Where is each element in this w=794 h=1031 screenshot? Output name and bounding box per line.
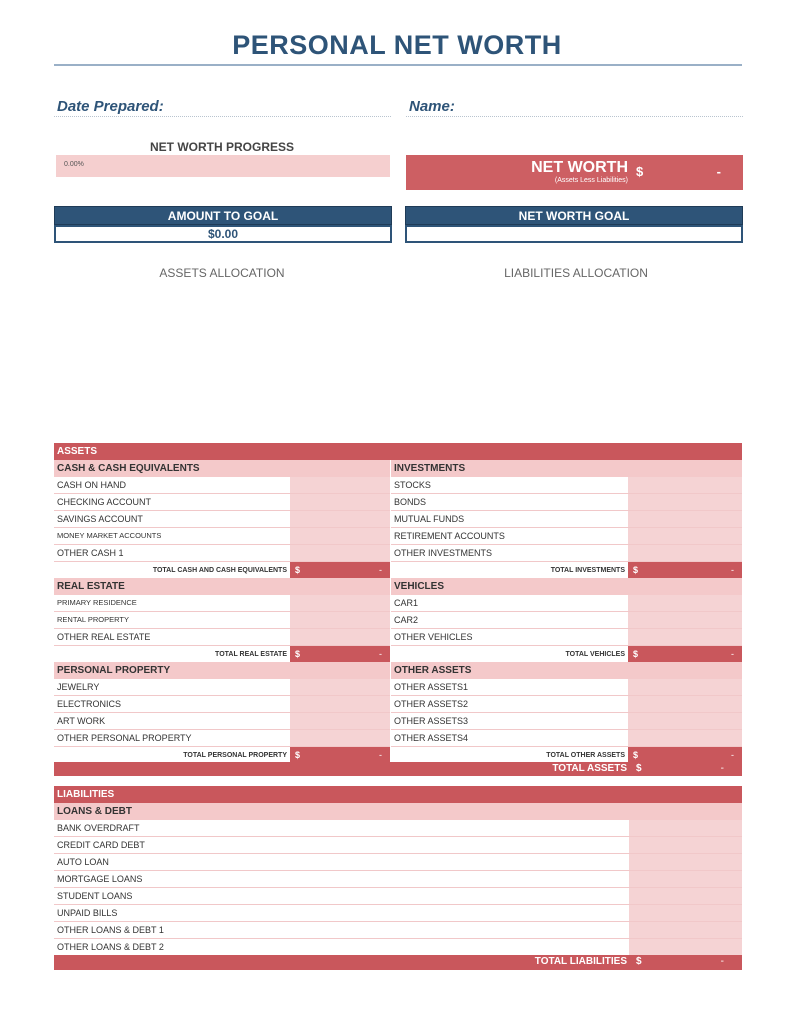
amount-input[interactable] [290, 612, 390, 628]
amount-input[interactable] [628, 696, 742, 712]
name-field[interactable] [406, 116, 743, 117]
amount-input[interactable] [290, 477, 390, 493]
asset-row [391, 696, 742, 713]
row-label: CHECKING ACCOUNT [54, 494, 290, 510]
row-label: OTHER LOANS & DEBT 1 [54, 922, 629, 938]
row-label: CAR1 [391, 595, 628, 611]
assets-other-assets-header: OTHER ASSETS [391, 662, 742, 679]
amount-input[interactable] [629, 871, 742, 887]
total-label: TOTAL VEHICLES [391, 646, 628, 663]
row-label: BONDS [391, 494, 628, 510]
total-liabilities-row [54, 955, 742, 970]
amount-input[interactable] [290, 679, 390, 695]
net-worth-progress-label: NET WORTH PROGRESS [149, 140, 294, 154]
amount-input[interactable] [290, 511, 390, 527]
total-assets-value: - [720, 763, 724, 774]
total-label: TOTAL CASH AND CASH EQUIVALENTS [54, 562, 290, 579]
amount-input[interactable] [628, 612, 742, 628]
liability-row [54, 939, 742, 956]
net-worth-currency: $ [636, 164, 644, 179]
total-currency: $ [633, 649, 639, 659]
amount-input[interactable] [290, 595, 390, 611]
amount-to-goal-value: $0.00 [54, 225, 392, 243]
net-worth-goal-input[interactable] [405, 225, 743, 243]
row-label: ELECTRONICS [54, 696, 290, 712]
row-label: STUDENT LOANS [54, 888, 629, 904]
liability-row [54, 922, 742, 939]
amount-input[interactable] [628, 545, 742, 561]
row-label: RETIREMENT ACCOUNTS [391, 528, 628, 544]
asset-row [54, 713, 390, 730]
amount-input[interactable] [628, 713, 742, 729]
row-label: OTHER ASSETS1 [391, 679, 628, 695]
total-label: TOTAL INVESTMENTS [391, 562, 628, 579]
net-worth-sublabel: (Assets Less Liabilities) [554, 177, 628, 184]
amount-input[interactable] [628, 477, 742, 493]
liability-row [54, 820, 742, 837]
total-amount: - [379, 649, 382, 659]
liability-row [54, 888, 742, 905]
amount-input[interactable] [290, 528, 390, 544]
assets-vehicles-header: VEHICLES [391, 578, 742, 595]
liabilities-header: LIABILITIES [54, 786, 742, 803]
row-label: OTHER INVESTMENTS [391, 545, 628, 561]
asset-row [391, 545, 742, 562]
total-label: TOTAL REAL ESTATE [54, 646, 290, 663]
progress-percent: 0.00% [64, 161, 84, 168]
amount-input[interactable] [290, 696, 390, 712]
row-label: ART WORK [54, 713, 290, 729]
total-value [290, 646, 390, 663]
total-amount: - [731, 649, 734, 659]
total-liabilities-label: TOTAL LIABILITIES [534, 956, 627, 967]
amount-to-goal-label: AMOUNT TO GOAL [54, 206, 392, 225]
row-label: OTHER VEHICLES [391, 629, 628, 645]
liability-row [54, 871, 742, 888]
asset-row [391, 477, 742, 494]
asset-row [391, 528, 742, 545]
asset-row [54, 629, 390, 646]
assets-vehicles-total-row [391, 646, 742, 663]
amount-input[interactable] [629, 820, 742, 836]
amount-input[interactable] [628, 494, 742, 510]
row-label: PRIMARY RESIDENCE [54, 595, 290, 611]
total-currency: $ [295, 750, 301, 760]
amount-input[interactable] [629, 837, 742, 853]
total-label: TOTAL PERSONAL PROPERTY [54, 747, 290, 764]
total-currency: $ [633, 750, 639, 760]
total-liabilities-currency: $ [636, 956, 642, 967]
amount-input[interactable] [629, 922, 742, 938]
row-label: CREDIT CARD DEBT [54, 837, 629, 853]
row-label: AUTO LOAN [54, 854, 629, 870]
row-label: OTHER CASH 1 [54, 545, 290, 561]
row-label: JEWELRY [54, 679, 290, 695]
assets-header: ASSETS [54, 443, 742, 460]
name-label: Name: [409, 98, 455, 115]
asset-row [54, 494, 390, 511]
amount-input[interactable] [290, 713, 390, 729]
total-assets-currency: $ [636, 763, 642, 774]
row-label: CASH ON HAND [54, 477, 290, 493]
asset-row [391, 494, 742, 511]
date-prepared-label: Date Prepared: [57, 98, 164, 115]
loans-debt-header: LOANS & DEBT [54, 803, 742, 820]
total-value [290, 562, 390, 579]
assets-real-estate-total-row [54, 646, 390, 663]
asset-row [54, 696, 390, 713]
amount-input[interactable] [628, 629, 742, 645]
asset-row [54, 679, 390, 696]
row-label: UNPAID BILLS [54, 905, 629, 921]
date-prepared-field[interactable] [54, 116, 391, 117]
asset-row [54, 612, 390, 629]
amount-input[interactable] [290, 494, 390, 510]
amount-input[interactable] [628, 730, 742, 746]
liabilities-allocation-title: LIABILITIES ALLOCATION [504, 266, 648, 280]
asset-row [391, 713, 742, 730]
amount-input[interactable] [628, 595, 742, 611]
amount-input[interactable] [629, 854, 742, 870]
total-assets-label: TOTAL ASSETS [552, 763, 627, 774]
total-currency: $ [633, 565, 639, 575]
amount-input[interactable] [628, 679, 742, 695]
assets-cash-header: CASH & CASH EQUIVALENTS [54, 460, 390, 477]
amount-input[interactable] [629, 905, 742, 921]
row-label: OTHER ASSETS3 [391, 713, 628, 729]
page-title: PERSONAL NET WORTH [232, 30, 562, 60]
row-label: STOCKS [391, 477, 628, 493]
assets-real-estate-header: REAL ESTATE [54, 578, 390, 595]
row-label: RENTAL PROPERTY [54, 612, 290, 628]
asset-row [54, 511, 390, 528]
assets-personal-property-header: PERSONAL PROPERTY [54, 662, 390, 679]
amount-input[interactable] [629, 888, 742, 904]
asset-row [54, 528, 390, 545]
amount-input[interactable] [290, 545, 390, 561]
row-label: MONEY MARKET ACCOUNTS [54, 528, 290, 544]
row-label: OTHER REAL ESTATE [54, 629, 290, 645]
row-label: CAR2 [391, 612, 628, 628]
net-worth-goal-label: NET WORTH GOAL [405, 206, 743, 225]
asset-row [391, 612, 742, 629]
net-worth-value: - [716, 164, 721, 179]
asset-row [391, 629, 742, 646]
total-assets-row [54, 762, 742, 776]
row-label: OTHER LOANS & DEBT 2 [54, 939, 629, 955]
asset-row [54, 545, 390, 562]
asset-row [54, 730, 390, 747]
total-value [628, 646, 742, 663]
amount-input[interactable] [628, 528, 742, 544]
assets-cash-total-row [54, 562, 390, 579]
net-worth-label: NET WORTH [531, 159, 628, 176]
total-amount: - [379, 565, 382, 575]
assets-allocation-title: ASSETS ALLOCATION [159, 266, 285, 280]
liability-row [54, 905, 742, 922]
asset-row [391, 679, 742, 696]
row-label: MORTGAGE LOANS [54, 871, 629, 887]
asset-row [391, 595, 742, 612]
net-worth-progress-bar [56, 155, 390, 177]
amount-input[interactable] [290, 629, 390, 645]
row-label: BANK OVERDRAFT [54, 820, 629, 836]
total-amount: - [731, 565, 734, 575]
amount-input[interactable] [628, 511, 742, 527]
title-divider [54, 64, 742, 66]
liability-row [54, 837, 742, 854]
row-label: OTHER ASSETS2 [391, 696, 628, 712]
assets-investments-total-row [391, 562, 742, 579]
asset-row [54, 595, 390, 612]
row-label: OTHER PERSONAL PROPERTY [54, 730, 290, 746]
net-worth-box [406, 155, 743, 190]
total-currency: $ [295, 649, 301, 659]
total-amount: - [379, 750, 382, 760]
total-liabilities-value: - [720, 956, 724, 967]
row-label: SAVINGS ACCOUNT [54, 511, 290, 527]
amount-input[interactable] [290, 730, 390, 746]
asset-row [54, 477, 390, 494]
amount-input[interactable] [629, 939, 742, 955]
row-label: MUTUAL FUNDS [391, 511, 628, 527]
asset-row [391, 511, 742, 528]
total-value [628, 562, 742, 579]
assets-investments-header: INVESTMENTS [391, 460, 742, 477]
total-label: TOTAL OTHER ASSETS [391, 747, 628, 764]
row-label: OTHER ASSETS4 [391, 730, 628, 746]
total-amount: - [731, 750, 734, 760]
total-currency: $ [295, 565, 301, 575]
liability-row [54, 854, 742, 871]
asset-row [391, 730, 742, 747]
